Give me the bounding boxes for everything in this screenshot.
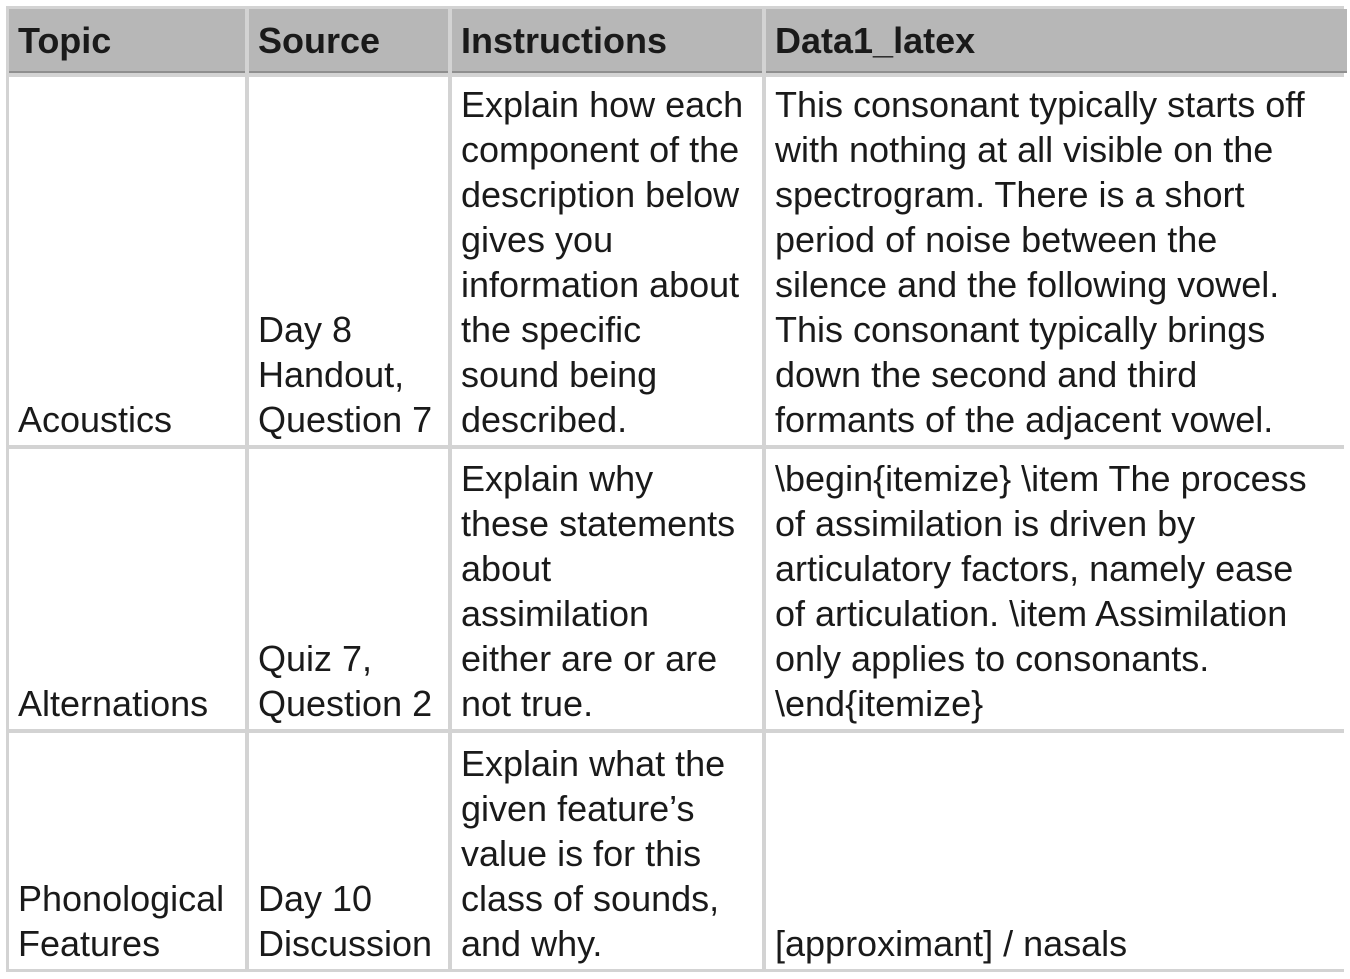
row-1-data1-cell[interactable]: This consonant typically starts off with nothing at all visible on the spectrogram. There is a short period of noise between the silence and the following vowel. This consonant typically brings down the second and third formants of the adjacent vowel. xyxy=(766,77,1347,445)
spreadsheet-table xyxy=(6,6,1344,972)
row-1-instructions-cell[interactable]: Explain how each component of the description below gives you information about the specific sound being described. xyxy=(452,77,762,445)
row-1-topic-cell[interactable]: Acoustics xyxy=(9,77,245,445)
row-3-source-cell[interactable]: Day 10 Discussion xyxy=(249,733,448,969)
row-2-source-cell[interactable]: Quiz 7, Question 2 xyxy=(249,449,448,729)
row-3-data1-cell[interactable]: [approximant] / nasals xyxy=(766,733,1347,969)
header-topic[interactable]: Topic xyxy=(9,9,245,73)
row-1-source-cell[interactable]: Day 8 Handout, Question 7 xyxy=(249,77,448,445)
row-3-instructions-cell[interactable]: Explain what the given feature’s value is for this class of sounds, and why. xyxy=(452,733,762,969)
header-data1-latex[interactable]: Data1_latex xyxy=(766,9,1347,73)
row-3-topic-cell[interactable]: Phonological Features xyxy=(9,733,245,969)
header-source[interactable]: Source xyxy=(249,9,448,73)
row-2-topic-cell[interactable]: Alternations xyxy=(9,449,245,729)
header-instructions[interactable]: Instructions xyxy=(452,9,762,73)
row-2-data1-cell[interactable]: \begin{itemize} \item The process of assimilation is driven by articulatory factors, namely ease of articulation. \item Assimilation only applies to consonants. \end{itemize} xyxy=(766,449,1347,729)
row-2-instructions-cell[interactable]: Explain why these statements about assimilation either are or are not true. xyxy=(452,449,762,729)
